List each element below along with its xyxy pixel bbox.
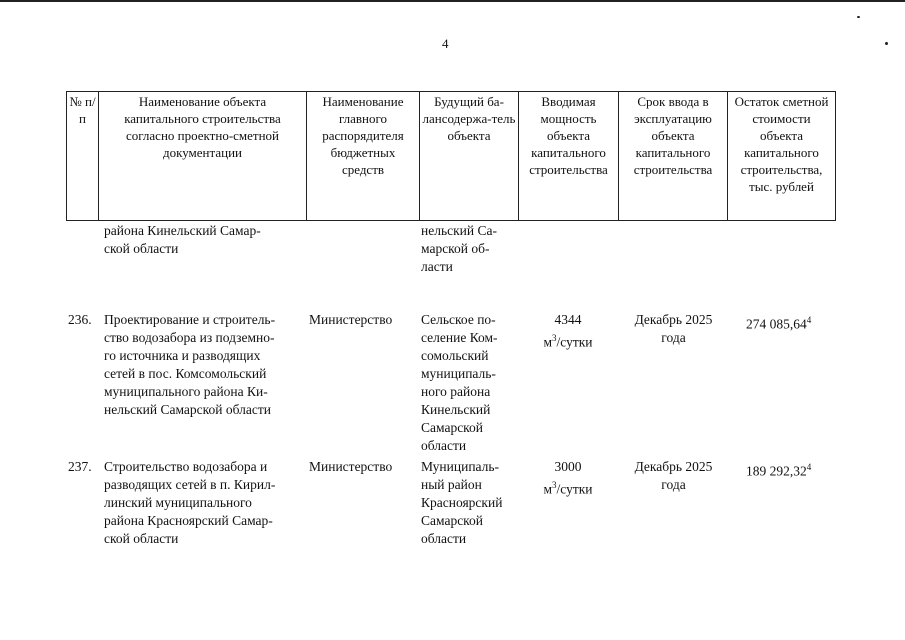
header-balance: Остаток сметной стоимости объекта капитального строительства, тыс. рублей (728, 92, 836, 221)
table-header (66, 91, 836, 221)
page-number: 4 (442, 36, 449, 51)
header-distributor: Наименование главного распорядителя бюджетных средств (307, 92, 420, 221)
header-name: Наименование объекта капитального строительства согласно проектно-сметной документации (99, 92, 307, 221)
continued-name: района Кинельский Самар- ской области (104, 223, 261, 256)
scan-speck (857, 16, 860, 18)
row-holder: Муниципаль- ный район Красноярский Самарской области (421, 459, 503, 546)
scan-speck (885, 42, 888, 45)
row-capacity: 4344 $м^3$/сутки (543, 312, 593, 350)
continued-holder: нельский Са- марской об- ласти (421, 223, 497, 274)
row-number: 237. (68, 459, 92, 474)
row-holder: Сельское по- селение Ком- сомольский муниципаль- ного района Кинельский Самарской области (421, 312, 498, 453)
row-capacity: 3000 $м^3$/сутки (543, 459, 593, 497)
row-distributor: Министерство (309, 459, 393, 474)
row-name: Строительство водозабора и разводящих сетей в п. Кирил- линский муниципального района Красноярский Самар- ской области (104, 459, 276, 546)
header-capacity: Вводимая мощность объекта капитального строительства (519, 92, 619, 221)
header-num: № п/п (67, 92, 99, 221)
row-balance: 189 292,32$^4$ (746, 462, 812, 479)
header-holder: Будущий ба-лансодержа-тель объекта (420, 92, 519, 221)
row-name: Проектирование и строитель- ство водозабора из подземно- го источника и разводящих сетей в пос. Комсомольский муниципального района Ки- нельский Самарской области (104, 312, 276, 417)
row-distributor: Министерство (309, 312, 393, 327)
row-balance: 274 085,64$^4$ (746, 315, 812, 332)
row-term: Декабрь 2025 года (634, 312, 713, 345)
page-top-border (0, 0, 905, 2)
header-term: Срок ввода в эксплуатацию объекта капитального строительства (619, 92, 728, 221)
row-term: Декабрь 2025 года (634, 459, 713, 492)
row-number: 236. (68, 312, 92, 327)
